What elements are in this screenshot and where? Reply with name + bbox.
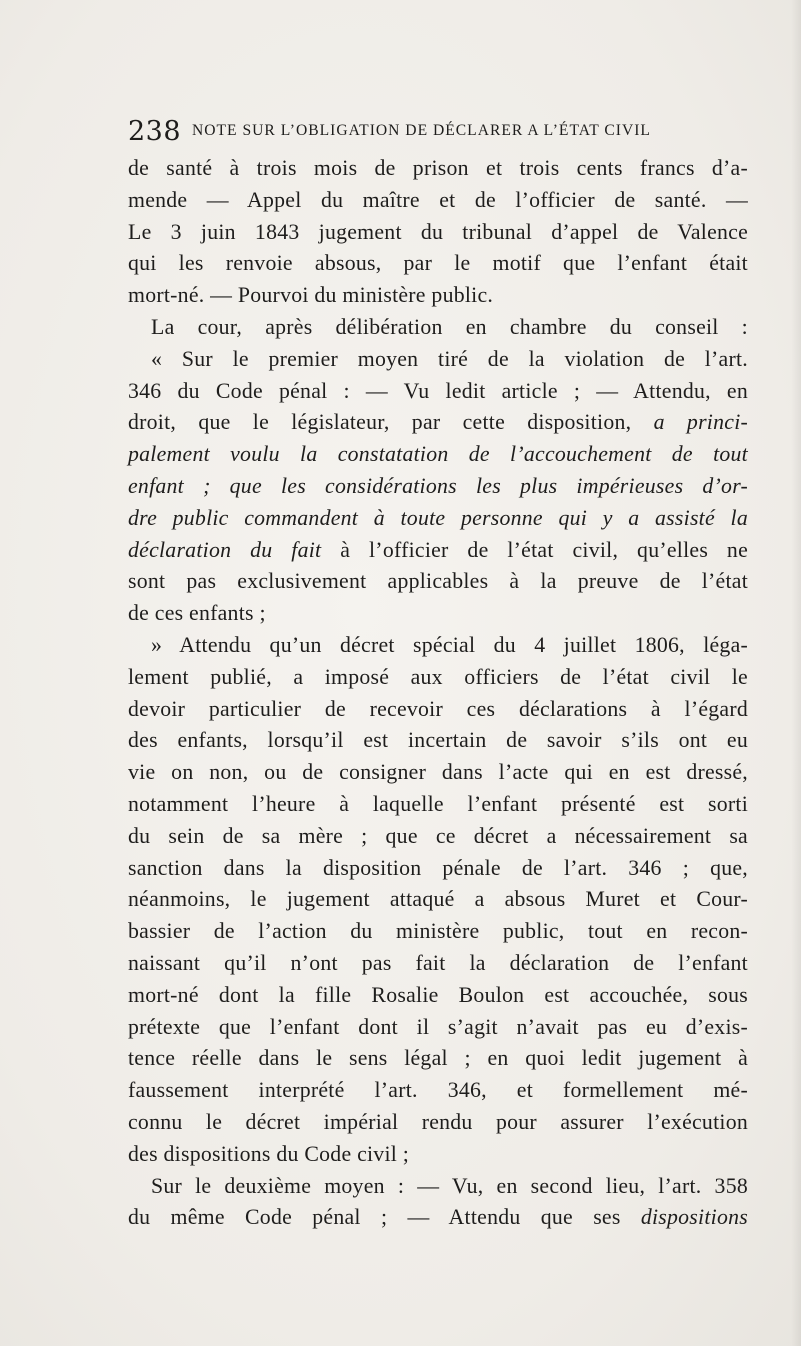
text-line bbox=[128, 407, 748, 439]
text-line: prétexte que l’enfant dont il s’agit n’avait pas eu d’exis- bbox=[128, 1014, 748, 1039]
text-segment: droit, que le législateur, par cette disposition, bbox=[128, 410, 654, 435]
text-line: bassier de l’action du ministère public, tout en recon- bbox=[128, 919, 748, 944]
text-line: tence réelle dans le sens légal ; en quoi ledit jugement à bbox=[128, 1046, 748, 1071]
text-line: » Attendu qu’un décret spécial du 4 juillet 1806, léga- bbox=[151, 632, 748, 657]
text-line: qui les renvoie absous, par le motif que l’enfant était bbox=[128, 251, 748, 276]
text-line: 346 du Code pénal : — Vu ledit article ; — Attendu, en bbox=[128, 378, 748, 403]
text-line: enfant ; que les considérations les plus impérieuses d’or- bbox=[128, 473, 748, 498]
text-line: Le 3 juin 1843 jugement du tribunal d’appel de Valence bbox=[128, 219, 748, 244]
running-title: NOTE SUR L’OBLIGATION DE DÉCLARER A L’ÉTAT CIVIL bbox=[192, 122, 651, 139]
text-line: sont pas exclusivement applicables à la preuve de l’état bbox=[128, 569, 748, 594]
running-head bbox=[128, 112, 748, 152]
italic-segment: a princi- bbox=[653, 410, 749, 435]
text-line: sanction dans la disposition pénale de l’art. 346 ; que, bbox=[128, 855, 748, 880]
text-line: mort-né. — Pourvoi du ministère public. bbox=[128, 283, 494, 308]
text-line: dre public commandent à toute personne qui y a assisté la bbox=[128, 505, 748, 530]
text-line: mende — Appel du maître et de l’officier de santé. — bbox=[128, 187, 748, 212]
page-number: 238 bbox=[128, 116, 182, 147]
text-line: devoir particulier de recevoir ces déclarations à l’égard bbox=[128, 696, 748, 721]
body-text bbox=[128, 153, 748, 1234]
text-line: vie on non, ou de consigner dans l’acte qui en est dressé, bbox=[128, 760, 748, 785]
text-line: néanmoins, le jugement attaqué a absous Muret et Cour- bbox=[128, 887, 748, 912]
text-line: des dispositions du Code civil ; bbox=[128, 1141, 410, 1166]
text-line bbox=[128, 1202, 748, 1234]
text-line: lement publié, a imposé aux officiers de l’état civil le bbox=[128, 664, 748, 689]
text-line: palement voulu la constatation de l’accouchement de tout bbox=[128, 442, 748, 467]
text-line: de ces enfants ; bbox=[128, 601, 266, 626]
italic-segment: dispositions bbox=[640, 1205, 748, 1230]
text-line: notamment l’heure à laquelle l’enfant présenté est sorti bbox=[128, 791, 748, 816]
text-line: Sur le deuxième moyen : — Vu, en second lieu, l’art. 358 bbox=[151, 1173, 748, 1198]
text-line: naissant qu’il n’ont pas fait la déclaration de l’enfant bbox=[128, 950, 748, 975]
text-line: du sein de sa mère ; que ce décret a nécessairement sa bbox=[128, 823, 748, 848]
italic-segment: déclaration du fait bbox=[128, 537, 322, 562]
text-segment: du même Code pénal ; — Attendu que ses bbox=[128, 1205, 641, 1230]
text-line: La cour, après délibération en chambre du conseil : bbox=[151, 314, 748, 339]
text-line: de santé à trois mois de prison et trois cents francs d’a- bbox=[128, 156, 748, 180]
text-line: « Sur le premier moyen tiré de la violation de l’art. bbox=[151, 346, 748, 371]
text-segment: à l’officier de l’état civil, qu’elles ne bbox=[321, 537, 748, 562]
text-line: des enfants, lorsqu’il est incertain de savoir s’ils ont eu bbox=[128, 728, 748, 753]
text-line: connu le décret impérial rendu pour assurer l’exécution bbox=[128, 1109, 748, 1134]
text-line: faussement interprété l’art. 346, et formellement mé- bbox=[128, 1078, 748, 1103]
text-line: mort-né dont la fille Rosalie Boulon est accouchée, sous bbox=[128, 982, 748, 1007]
text-line bbox=[128, 535, 748, 567]
